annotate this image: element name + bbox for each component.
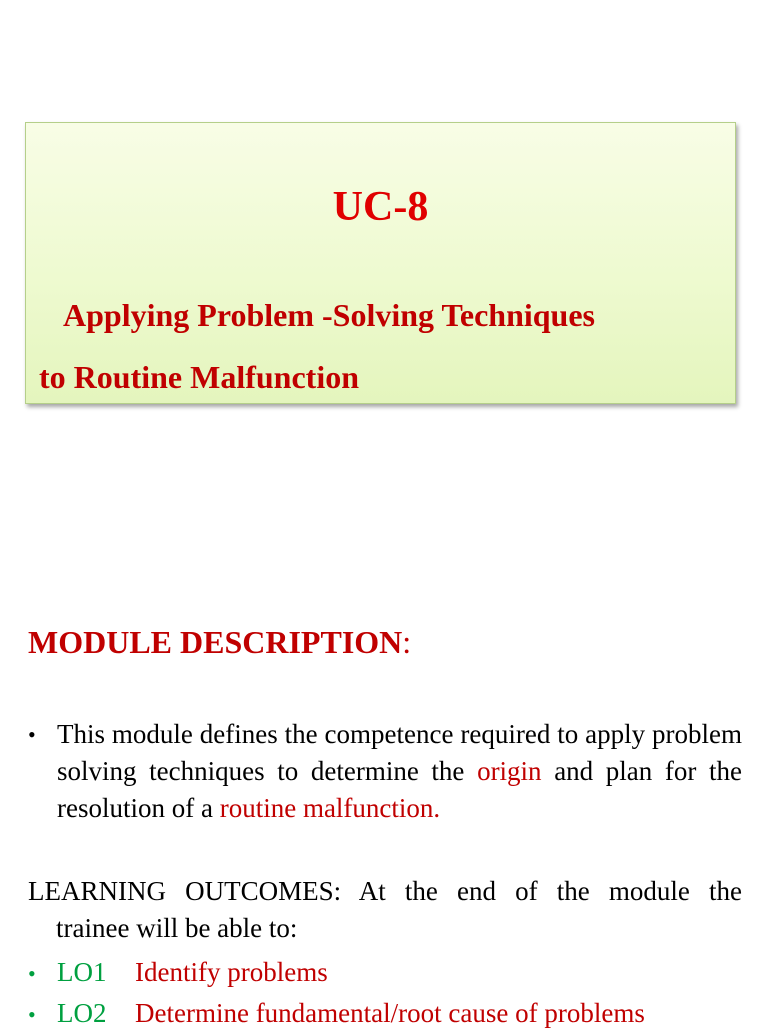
learning-outcomes-line-2: trainee will be able to: (56, 913, 298, 943)
green-bullet-icon: • (28, 1002, 36, 1027)
green-bullet-icon: • (28, 961, 36, 986)
module-heading-text: MODULE DESCRIPTION (28, 624, 403, 660)
desc-origin-highlight: origin (477, 756, 542, 786)
lo-text: Identify problems (135, 957, 328, 987)
module-description-text (57, 716, 742, 827)
module-description-heading (28, 622, 411, 662)
module-description-bullet (28, 716, 742, 827)
desc-part-1: This module defines the competence required to apply problem solving techniques to determine the (57, 719, 742, 786)
module-heading-colon: : (402, 624, 412, 660)
desc-part-2: and plan for the resolution of a (57, 756, 743, 823)
lo-code: LO2 (57, 998, 107, 1028)
lo-code: LO1 (57, 957, 107, 987)
unit-code: UC-8 (332, 184, 429, 230)
title-line-1: Applying Problem -Solving Techniques (63, 297, 595, 333)
learning-outcomes-line-1: LEARNING OUTCOMES: At the end of the module the (28, 876, 742, 906)
lo-text: Determine fundamental/root cause of problems (135, 998, 645, 1028)
title-line-2: to Routine Malfunction (39, 359, 359, 395)
learning-outcomes-intro (28, 873, 742, 947)
desc-malfunction-highlight: routine malfunction. (219, 793, 441, 823)
title-box (25, 122, 736, 404)
learning-outcome-item (28, 995, 645, 1033)
bullet-icon: • (28, 722, 36, 747)
learning-outcome-item (28, 954, 328, 992)
